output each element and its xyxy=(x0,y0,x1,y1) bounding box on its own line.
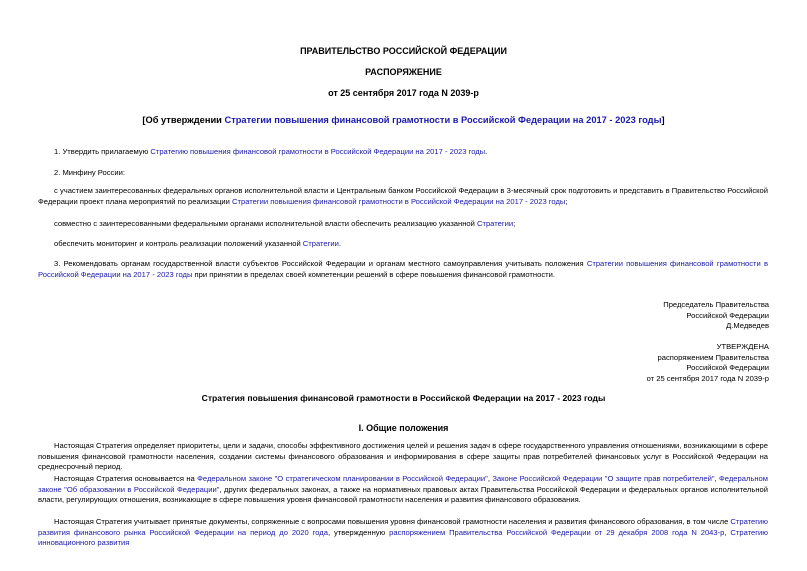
body-paragraph-1: Настоящая Стратегия определяет приоритеты, цели и задачи, способы эффективного достижения целей и решения задач в сфере государственного управления отношениями, возникающими в сфере повышения финансовой грамотности населения, создании системы финансового образования и информирования в сфере защиты прав потребителей финансовых услуг в Российской Федерации на среднесрочный период. xyxy=(38,441,768,471)
body-2-text-a: Настоящая Стратегия основывается на xyxy=(54,474,198,483)
approval-title: УТВЕРЖДЕНА xyxy=(716,342,769,351)
item-2a-end: ; xyxy=(565,196,568,206)
law-education-link[interactable]: Федеральном законе "Об образовании в Российской Федерации" xyxy=(38,474,768,494)
item-3-end: при принятии в пределах своей компетенции решений в сфере повышения финансовой грамотности. xyxy=(192,269,555,279)
heading-open: [Об утверждении xyxy=(142,115,225,125)
law-strategic-planning-link[interactable]: Федеральном законе "О стратегическом планировании в Российской Федерации" xyxy=(197,474,488,483)
government-title: ПРАВИТЕЛЬСТВО РОССИЙСКОЙ ФЕДЕРАЦИИ xyxy=(300,46,507,56)
body-2-text-c: , xyxy=(714,474,720,483)
item-1 xyxy=(38,147,768,158)
item-2c-strategy-link[interactable]: Стратегии xyxy=(302,239,339,248)
decree-2043-link[interactable]: распоряжением Правительства Российской Федерации от 29 декабря 2008 года N 2043-р xyxy=(389,527,725,537)
body-2-text-b: , xyxy=(487,474,493,483)
body-paragraph-2 xyxy=(38,474,768,506)
law-consumer-rights-link[interactable]: Законе Российской Федерации "О защите прав потребителей" xyxy=(492,474,715,483)
body-paragraph-3 xyxy=(38,517,768,549)
approval-block xyxy=(647,342,769,384)
signature-position: Председатель Правительства xyxy=(663,300,769,309)
signature-block xyxy=(663,300,769,332)
item-2a-strategy-link[interactable]: Стратегии повышения финансовой грамотности в Российской Федерации на 2017 - 2023 годы xyxy=(232,196,566,206)
signature-country: Российской Федерации xyxy=(686,310,769,320)
item-2b-strategy-link[interactable]: Стратегии xyxy=(476,219,514,228)
innovation-strategy-link[interactable]: Стратегию инновационного развития xyxy=(38,527,768,547)
heading-strategy-link[interactable]: Стратегии повышения финансовой грамотности в Российской Федерации на 2017 - 2023 годы xyxy=(224,115,662,125)
item-1-strategy-link[interactable]: Стратегию повышения финансовой грамотности в Российской Федерации на 2017 - 2023 годы xyxy=(150,147,486,156)
item-2c-end: . xyxy=(338,239,342,248)
item-2a-text: с участием заинтересованных федеральных органов исполнительной власти и Центральным банком Российской Федерации в 3-месячный срок подготовить и представить в Правительство Российской Федерации проект плана мероприятий по реализации xyxy=(38,186,768,206)
body-3-text-b: , утвержденную xyxy=(327,527,390,537)
item-2b-text: совместно с заинтересованными федеральными органами исполнительной власти обеспечить реализацию указанной xyxy=(54,219,477,228)
financial-market-strategy-link[interactable]: Стратегию развития финансового рынка Российской Федерации на период до 2020 года xyxy=(38,517,768,537)
body-3-text-a: Настоящая Стратегия учитывает принятые документы, сопряженные с вопросами повышения уровня финансовой грамотности населения и развития финансового образования, в том числе xyxy=(54,517,731,526)
item-2c xyxy=(38,239,768,250)
approval-date: от 25 сентября 2017 года N 2039-р xyxy=(646,373,769,383)
item-1-text: 1. Утвердить прилагаемую xyxy=(54,147,151,156)
document-heading xyxy=(0,115,807,126)
item-2b-end: ; xyxy=(513,219,516,228)
document-type: РАСПОРЯЖЕНИЕ xyxy=(365,67,442,77)
strategy-title: Стратегия повышения финансовой грамотности в Российской Федерации на 2017 - 2023 годы xyxy=(201,393,606,403)
item-3-text: 3. Рекомендовать органам государственной власти субъектов Российской Федерации и органам местного самоуправления учитывать положения xyxy=(54,259,587,268)
document-date-number: от 25 сентября 2017 года N 2039-р xyxy=(328,88,479,98)
item-2: 2. Минфину России: xyxy=(54,168,125,177)
item-1-end: . xyxy=(485,147,488,156)
item-3 xyxy=(38,259,768,280)
approval-country: Российской Федерации xyxy=(686,363,769,372)
body-2-text-d: , других федеральных законах, а также на нормативных правовых актах Правительства Российской Федерации и федеральных органов исполнительной власти, регулирующих отношения, возникающие в сфере повышения уровня финансовой грамотности населения и развития финансового образования. xyxy=(38,484,768,504)
item-3-strategy-link[interactable]: Стратегии повышения финансовой грамотности в Российской Федерации на 2017 - 2023 годы xyxy=(38,259,768,279)
item-2a xyxy=(38,186,768,207)
approval-by: распоряжением Правительства xyxy=(657,352,769,362)
item-2b xyxy=(38,219,768,230)
signature-name: Д.Медведев xyxy=(726,321,769,330)
section-title: I. Общие положения xyxy=(358,423,449,433)
body-3-text-c: , xyxy=(724,527,731,537)
item-2c-text: обеспечить мониторинг и контроль реализации положений указанной xyxy=(54,239,303,248)
heading-close: ] xyxy=(661,115,665,125)
